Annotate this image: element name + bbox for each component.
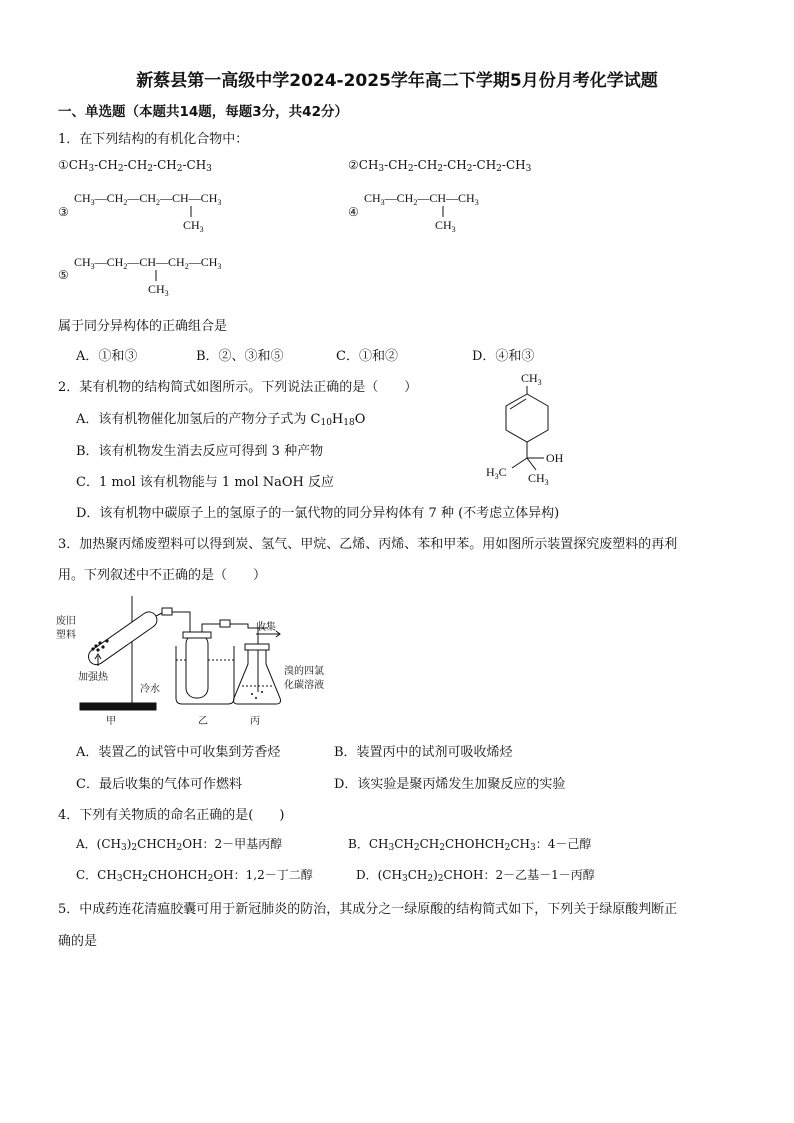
q4-stem: 4．下列有关物质的命名正确的是( ): [58, 808, 285, 823]
q3-option-a[interactable]: A．装置乙的试管中可收集到芳香烃: [76, 745, 281, 760]
q3-stem-line2: 用。下列叙述中不正确的是（ ）: [58, 568, 267, 583]
q3-label-bromine1: 溴的四氯: [284, 666, 324, 677]
q3-label-cold-water: 冷水: [140, 684, 160, 695]
q3-label-waste1: 废旧: [56, 616, 76, 627]
q2-option-b[interactable]: B．该有机物发生消去反应可得到 3 种产物: [76, 444, 324, 459]
q5-stem-line2: 确的是: [58, 934, 98, 949]
q2-stem: 2．某有机物的结构简式如图所示。下列说法正确的是（ ）: [58, 380, 418, 395]
q3-apparatus-diagram: [52, 588, 352, 728]
q2-label-right-ch3: $CH_3$: [528, 471, 549, 487]
q1-s3-main: $CH_3—CH_2—CH_2—CH—CH_3$: [74, 191, 222, 207]
q1-stem: 1．在下列结构的有机化合物中：: [58, 132, 249, 147]
q5-stem-line1: 5．中成药连花清瘟胶囊可用于新冠肺炎的防治，其成分之一绿原酸的结构简式如下，下列关于绿原酸判断正: [58, 902, 678, 917]
q1-structure-3: [72, 186, 252, 234]
q1-option-a[interactable]: A．①和③: [76, 349, 138, 364]
q2-structure-diagram: [478, 366, 598, 490]
q1-s2-formula: $CH_3-CH_2-CH_2-CH_2-CH_2-CH_3$: [358, 158, 532, 174]
q4-option-c[interactable]: C．$CH_3CH_2CHOHCH_2OH$：1,2－丁二醇: [76, 868, 313, 884]
q4-option-d[interactable]: D．$(CH_3CH_2)_2CHOH$：2－乙基－1－丙醇: [356, 868, 595, 884]
q3-label-heat: 加强热: [78, 672, 108, 683]
q3-label-bing: 丙: [250, 716, 260, 727]
page-title: 新蔡县第一高级中学2024-2025学年高二下学期5月份月考化学试题: [136, 71, 658, 91]
q2-label-h3c: $H_3C$: [486, 465, 507, 481]
q1-s3-number: ③: [58, 205, 69, 219]
q3-stem-line1: 3．加热聚丙烯废塑料可以得到炭、氢气、甲烷、乙烯、丙烯、苯和甲苯。用如图所示装置探究废塑料的再利: [58, 537, 678, 552]
q1-s4-branch: $CH_3$: [435, 218, 456, 234]
q4-option-b[interactable]: B．$CH_3CH_2CH_2CHOHCH_2CH_3$：4－己醇: [348, 837, 592, 853]
q2-label-top-ch3: $CH_3$: [521, 371, 542, 387]
q1-structure-1: [58, 158, 212, 172]
q3-option-b[interactable]: B．装置丙中的试剂可吸收烯烃: [334, 745, 513, 760]
q1-s5-branch: $CH_3$: [148, 282, 169, 298]
section-heading: 一、单选题（本题共14题，每题3分，共42分）: [58, 104, 348, 120]
q1-option-d[interactable]: D．④和③: [472, 349, 535, 364]
q1-s5-number: ⑤: [58, 268, 69, 282]
q1-s5-main: $CH_3—CH_2—CH—CH_2—CH_3$: [74, 255, 222, 271]
q2-option-c[interactable]: C．1 mol 该有机物能与 1 mol NaOH 反应: [76, 475, 335, 490]
q1-s1-formula: $CH_3-CH_2-CH_2-CH_2-CH_3$: [68, 158, 212, 174]
q3-label-yi: 乙: [198, 716, 208, 727]
q2-option-d[interactable]: D．该有机物中碳原子上的氢原子的一氯代物的同分异构体有 7 种 (不考虑立体异构): [76, 506, 560, 521]
q3-label-waste2: 塑料: [56, 630, 76, 641]
q1-structure-4: [362, 186, 512, 234]
q3-label-bromine2: 化碳溶液: [284, 680, 324, 691]
q2-option-a[interactable]: A．该有机物催化加氢后的产物分子式为 $C_{10}H_{18}O$: [76, 412, 366, 428]
q3-label-collect: 收集: [256, 622, 276, 633]
q2-label-oh: OH: [546, 451, 564, 465]
q1-s2-number: ②: [348, 158, 359, 172]
q1-s4-number: ④: [348, 205, 359, 219]
q1-structure-5: [72, 250, 262, 298]
q1-option-c[interactable]: C．①和②: [336, 349, 398, 364]
q3-option-c[interactable]: C．最后收集的气体可作燃料: [76, 777, 242, 792]
q1-s4-main: $CH_3—CH_2—CH—CH_3$: [364, 191, 479, 207]
q3-label-jia: 甲: [106, 716, 116, 727]
q1-prompt: 属于同分异构体的正确组合是: [58, 319, 228, 334]
q1-option-b[interactable]: B．②、③和⑤: [196, 349, 284, 364]
q1-structure-2: [348, 158, 531, 172]
q1-s3-branch: $CH_3$: [183, 218, 204, 234]
q4-option-a[interactable]: A．$(CH_3)_2CHCH_2OH$：2－甲基丙醇: [76, 837, 283, 853]
q3-option-d[interactable]: D．该实验是聚丙烯发生加聚反应的实验: [334, 777, 566, 792]
q1-s1-number: ①: [58, 158, 69, 172]
